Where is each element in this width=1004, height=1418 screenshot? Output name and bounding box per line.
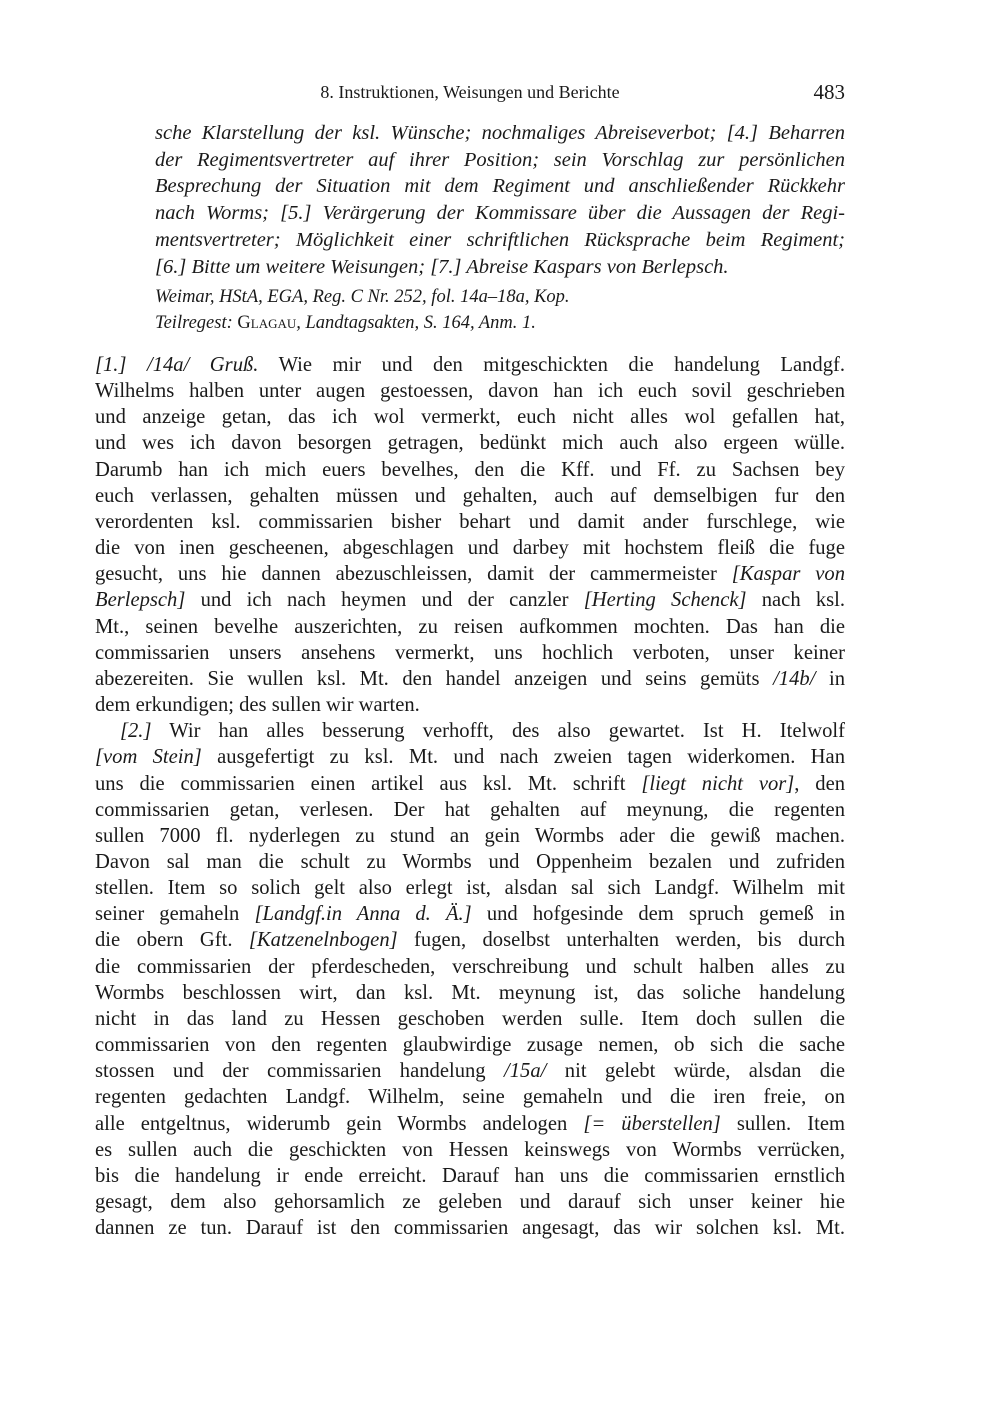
text-segment: und hofgesinde dem spruch gemeß in: [471, 903, 845, 926]
text-segment: regenten gedachten Landgf. Wilhelm, seine gemaheln und die iren freie, on: [95, 1086, 845, 1109]
text-line: [95, 352, 845, 378]
text-line: [95, 561, 845, 587]
text-line: [95, 1189, 845, 1215]
editorial-annotation: Berlepsch]: [95, 589, 186, 612]
editorial-annotation: /14b/: [773, 667, 816, 690]
text-segment: es sullen auch die geschickten von Hessen keinswegs von Wormbs verrücken,: [95, 1138, 845, 1161]
text-line: [95, 587, 845, 613]
text-segment: nicht in das land zu Hessen geschoben werden sulle. Item doch sullen die: [95, 1007, 845, 1030]
text-segment: und wes ich davon besorgen getragen, bedünkt mich auch also ergeen wülle.: [95, 432, 845, 455]
text-line: [95, 797, 845, 823]
source-reference: [155, 284, 845, 336]
text-segment: bis die handelung ir ende erreicht. Darauf han uns die commissarien ernstlich: [95, 1164, 845, 1187]
running-head-title: 8. Instruktionen, Weisungen und Berichte: [320, 82, 620, 102]
paragraph: [95, 352, 845, 718]
text-segment: , den: [794, 772, 846, 795]
text-segment: Wilhelms halben unter augen gestoessen, davon han ich euch sovil geschrieben: [95, 380, 845, 403]
text-line: [95, 692, 845, 718]
text-line: [95, 954, 845, 980]
text-segment: gesucht, uns hie dannen abezuschleissen, damit der cammermeister: [95, 563, 732, 586]
editorial-annotation: [1.] /14a/ Gruß.: [95, 354, 259, 376]
text-line: [95, 535, 845, 561]
text-segment: dannen ze tun. Darauf ist den commissarien angesagt, das wir solchen ksl. Mt.: [95, 1217, 845, 1240]
text-segment: in: [815, 667, 845, 690]
regest-details: , Landtagsakten, S. 164, Anm. 1.: [296, 313, 536, 333]
text-line: [95, 430, 845, 456]
running-head: [95, 80, 845, 108]
text-segment: nit gelebt würde, alsdan die: [546, 1060, 845, 1083]
document-summary: [155, 120, 845, 280]
summary-line: nach Worms; [5.] Verärgerung der Kommissare über die Aussagen der Regi-: [155, 202, 845, 225]
text-line: [95, 1215, 845, 1241]
editorial-annotation: [Kaspar von: [731, 563, 845, 586]
editorial-annotation: /15a/: [504, 1060, 547, 1083]
regest-author: Glagau: [237, 313, 297, 333]
text-segment: commissarien von den regenten glaubwirdige zusage nemen, ob sich die sache: [95, 1034, 845, 1057]
text-line: [95, 509, 845, 535]
summary-line: mentsvertreter; Möglichkeit einer schriftlichen Rücksprache beim Regiment;: [155, 228, 845, 251]
archive-citation: Weimar, HStA, EGA, Reg. C Nr. 252, fol. 14a–18a, Kop.: [155, 287, 570, 307]
partial-regest-citation: [155, 310, 845, 336]
text-line: [95, 771, 845, 797]
text-segment: stellen. Item so solich gelt also erlegt ist, alsdan sal sich Landgf. Wilhelm mit: [95, 877, 845, 900]
text-segment: Davon sal man die schult zu Wormbs und Oppenheim bezalen und zufriden: [95, 850, 845, 873]
text-segment: euch verlassen, gehalten müssen und gehalten, auch auf demselbigen fur den: [95, 484, 845, 507]
text-segment: die von inen gescheenen, abgeschlagen und darbey mit hochstem fleiß die fuge: [95, 537, 845, 560]
text-segment: die obern Gft.: [95, 929, 249, 952]
text-line: [95, 666, 845, 692]
text-line: [95, 927, 845, 953]
text-line: [95, 1032, 845, 1058]
editorial-annotation: [= überstellen]: [583, 1112, 721, 1135]
text-segment: fugen, doselbst unterhalten werden, bis durch: [397, 929, 845, 952]
summary-line: Besprechung der Situation mit dem Regiment und anschließender Rückkehr: [155, 175, 845, 198]
editorial-annotation: [Katzenelnbogen]: [248, 929, 398, 952]
text-line: [95, 1137, 845, 1163]
summary-line: sche Klarstellung der ksl. Wünsche; nochmaliges Abreiseverbot; [4.] Beharren: [155, 122, 845, 144]
text-line: [95, 980, 845, 1006]
text-segment: Wormbs beschlossen wirt, dan ksl. Mt. meynung ist, das soliche handelung: [95, 981, 845, 1004]
text-segment: commissarien getan, verlesen. Der hat gehalten auf meynung, die regenten: [95, 798, 845, 821]
text-line: [95, 640, 845, 666]
text-segment: gesagt, dem also gehorsamlich ze geleben und darauf sich unser keiner hie: [95, 1191, 845, 1213]
text-segment: ausgefertigt zu ksl. Mt. und nach zweien tagen widerkomen. Han: [201, 746, 845, 769]
text-line: [95, 849, 845, 875]
text-line: [95, 875, 845, 901]
text-segment: Darumb han ich mich euers bevelhes, den die Kff. und Ff. zu Sachsen bey: [95, 458, 845, 481]
text-line: [95, 823, 845, 849]
text-line: [95, 1111, 845, 1137]
editorial-annotation: [Herting Schenck]: [583, 589, 747, 612]
document-body: [95, 352, 845, 1241]
page-number: 483: [813, 80, 845, 104]
text-segment: dem erkundigen; des sullen wir warten.: [95, 694, 420, 717]
text-segment: Wir han alles besserung verhofft, des also gewartet. Ist H. Itelwolf: [151, 720, 845, 743]
paragraph: [95, 718, 845, 1241]
text-line: [95, 378, 845, 404]
text-segment: sullen. Item: [720, 1112, 845, 1135]
text-segment: uns die commissarien einen artikel aus ksl. Mt. schrift: [95, 772, 642, 795]
text-segment: Wie mir und den mitgeschickten die handelung Landgf.: [258, 354, 845, 376]
text-segment: abezereiten. Sie wullen ksl. Mt. den handel anzeigen und seins gemüts: [95, 667, 774, 690]
editorial-annotation: [liegt nicht vor]: [641, 772, 795, 795]
text-line: [95, 483, 845, 509]
text-line: [95, 1084, 845, 1110]
text-segment: sullen 7000 fl. nyderlegen zu stund an gein Wormbs ader die gewiß machen.: [95, 824, 845, 847]
text-line: [95, 744, 845, 770]
editorial-annotation: [2.]: [120, 720, 152, 743]
summary-line: der Regimentsvertreter auf ihrer Position; sein Vorschlag zur persönlichen: [155, 148, 845, 171]
text-segment: Mt., seinen bevelhe auszerichten, zu reisen aufkommen mochten. Das han die: [95, 615, 845, 638]
text-segment: und ich nach heymen und der canzler: [185, 589, 584, 612]
summary-line: [6.] Bitte um weitere Weisungen; [7.] Abreise Kaspars von Berlepsch.: [155, 255, 729, 278]
regest-label: Teilregest:: [155, 313, 238, 333]
text-line: [95, 404, 845, 430]
text-segment: und anzeige getan, das ich wol vermerkt, euch nicht alles wol gefallen hat,: [95, 406, 845, 429]
text-line: [95, 901, 845, 927]
text-segment: seiner gemaheln: [95, 903, 255, 926]
editorial-annotation: [Landgf.in Anna d. Ä.]: [254, 903, 472, 926]
text-segment: nach ksl.: [746, 589, 846, 612]
text-segment: die commissarien der pferdescheden, verschreibung und schult halben alles zu: [95, 955, 845, 978]
editorial-annotation: [vom Stein]: [95, 746, 202, 769]
text-segment: alle entgeltnus, widerumb gein Wormbs andelogen: [95, 1112, 584, 1135]
text-line: [95, 614, 845, 640]
text-segment: stossen und der commissarien handelung: [95, 1060, 505, 1083]
text-line: [95, 1058, 845, 1084]
text-line: [95, 1163, 845, 1189]
text-line: [95, 457, 845, 483]
text-line: [95, 718, 845, 744]
text-segment: verordenten ksl. commissarien bisher behart und damit ander furschlege, wie: [95, 510, 845, 533]
text-segment: commissarien unsers ansehens vermerkt, uns hochlich verboten, unser keiner: [95, 641, 845, 664]
text-line: [95, 1006, 845, 1032]
